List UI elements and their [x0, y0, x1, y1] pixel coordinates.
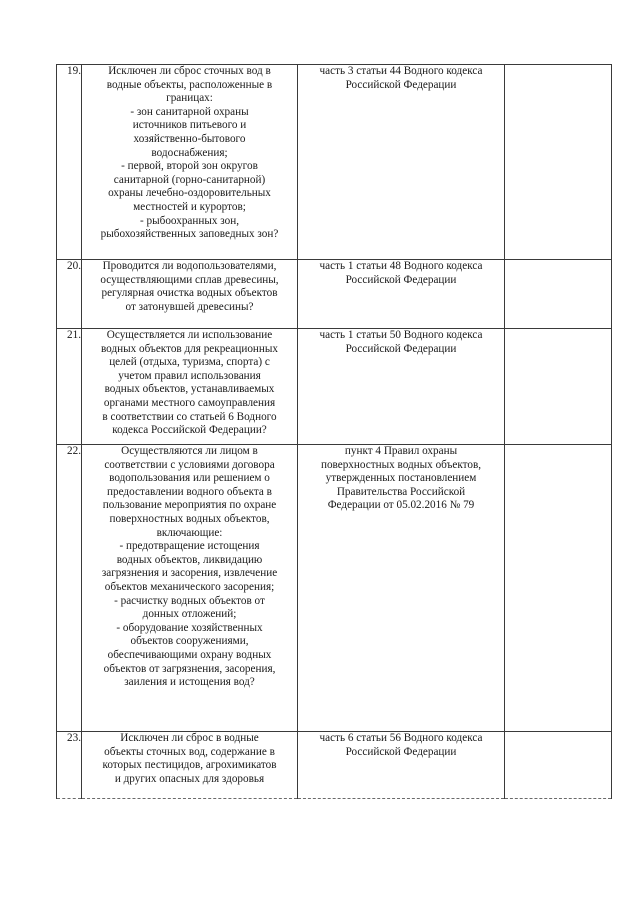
- legal-reference-cell: [298, 329, 505, 445]
- question-line: органами местного самоуправления: [103, 396, 276, 409]
- checklist-table: [56, 64, 612, 799]
- question-line: местностей и курортов;: [133, 200, 246, 213]
- question-line: предоставлении водного объекта в: [107, 485, 272, 498]
- question-line: пользование мероприятия по охране: [102, 499, 277, 512]
- legal-reference-line: утвержденных постановлением: [325, 472, 477, 485]
- question-line: обеспечивающими охрану водных: [107, 648, 272, 661]
- question-line: объекты сточных вод, содержание в: [104, 745, 275, 758]
- question-line: Осуществляется ли использование: [106, 329, 273, 341]
- legal-reference-line: пункт 4 Правил охраны: [344, 445, 458, 457]
- question-line: источников питьевого и: [132, 119, 247, 132]
- question-line: загрязнения и засорения, извлечение: [101, 567, 278, 580]
- legal-reference-line: Правительства Российской: [336, 485, 466, 498]
- answer-cell[interactable]: [505, 445, 612, 732]
- row-number: 21.: [57, 329, 82, 445]
- question-line: водных объектов, устанавливаемых: [104, 383, 275, 396]
- question-cell: [82, 329, 298, 445]
- question-line: водоснабжения;: [151, 146, 228, 159]
- question-line: объектов сооружениями,: [130, 635, 249, 648]
- question-line: объектов механического засорения;: [104, 580, 275, 593]
- legal-reference-cell: [298, 445, 505, 732]
- question-line: - зон санитарной охраны: [130, 105, 249, 118]
- question-line: водопользования или решением о: [109, 472, 270, 485]
- question-line: - первой, второй зон округов: [121, 160, 258, 173]
- question-line: в соответствии со статьей 6 Водного: [102, 410, 277, 423]
- question-line: Проводится ли водопользователями,: [102, 260, 277, 272]
- row-number: 19.: [57, 65, 82, 260]
- question-line: - оборудование хозяйственных: [116, 621, 263, 634]
- answer-cell[interactable]: [505, 329, 612, 445]
- question-line: поверхностных водных объектов,: [109, 512, 270, 525]
- question-line: учетом правил использования: [118, 369, 261, 382]
- question-line: - рыбоохранных зон,: [140, 214, 239, 227]
- legal-reference-cell: [298, 65, 505, 260]
- table-row: [57, 445, 612, 732]
- question-line: донных отложений;: [142, 608, 237, 621]
- answer-cell[interactable]: [505, 732, 612, 799]
- question-line: заиления и истощения вод?: [124, 676, 255, 689]
- question-line: Осуществляются ли лицом в: [121, 445, 258, 457]
- legal-reference-line: часть 3 статьи 44 Водного кодекса: [319, 65, 483, 77]
- question-line: Исключен ли сброс в водные: [120, 732, 259, 744]
- table-row: [57, 260, 612, 329]
- legal-reference-line: Федерации от 05.02.2016 № 79: [327, 499, 475, 512]
- legal-reference-line: Российской Федерации: [345, 745, 457, 758]
- question-line: соответствии с условиями договора: [104, 458, 275, 471]
- legal-reference-cell: [298, 732, 505, 799]
- question-line: Исключен ли сброс сточных вод в: [108, 65, 271, 77]
- question-line: включающие:: [156, 526, 223, 539]
- question-cell: [82, 732, 298, 799]
- table-row: [57, 329, 612, 445]
- legal-reference-line: Российской Федерации: [345, 78, 457, 91]
- question-line: - предотвращение истощения: [119, 540, 260, 553]
- question-line: от затонувшей древесины?: [125, 300, 254, 313]
- legal-reference-line: Российской Федерации: [345, 273, 457, 286]
- legal-reference-line: Российской Федерации: [345, 342, 457, 355]
- question-line: водных объектов, ликвидацию: [116, 553, 263, 566]
- question-line: водных объектов для рекреационных: [100, 342, 279, 355]
- question-line: кодекса Российской Федерации?: [112, 424, 267, 437]
- question-cell: [82, 260, 298, 329]
- legal-reference-line: часть 1 статьи 50 Водного кодекса: [319, 329, 483, 341]
- table-row: [57, 732, 612, 799]
- question-line: хозяйственно-бытового: [133, 132, 246, 145]
- question-line: санитарной (горно-санитарной): [113, 173, 266, 186]
- legal-reference-line: часть 6 статьи 56 Водного кодекса: [319, 732, 483, 744]
- question-line: целей (отдыха, туризма, спорта) с: [109, 356, 270, 369]
- question-cell: [82, 445, 298, 732]
- question-line: осуществляющими сплав древесины,: [100, 273, 279, 286]
- answer-cell[interactable]: [505, 260, 612, 329]
- checklist-body: [57, 65, 612, 799]
- question-cell: [82, 65, 298, 260]
- table-row: [57, 65, 612, 260]
- question-line: водные объекты, расположенные в: [106, 78, 273, 91]
- question-line: и других опасных для здоровья: [114, 772, 265, 785]
- legal-reference-cell: [298, 260, 505, 329]
- question-line: границах:: [166, 92, 213, 105]
- row-number: 23.: [57, 732, 82, 799]
- answer-cell[interactable]: [505, 65, 612, 260]
- question-line: рыбохозяйственных заповедных зон?: [100, 228, 279, 241]
- question-line: охраны лечебно-оздоровительных: [108, 187, 271, 200]
- row-number: 20.: [57, 260, 82, 329]
- legal-reference-line: поверхностных водных объектов,: [320, 458, 482, 471]
- question-line: - расчистку водных объектов от: [114, 594, 265, 607]
- question-line: регулярная очистка водных объектов: [101, 287, 278, 300]
- question-line: объектов от загрязнения, засорения,: [103, 662, 276, 675]
- legal-reference-line: часть 1 статьи 48 Водного кодекса: [319, 260, 483, 272]
- row-number: 22.: [57, 445, 82, 732]
- question-line: которых пестицидов, агрохимикатов: [102, 759, 277, 772]
